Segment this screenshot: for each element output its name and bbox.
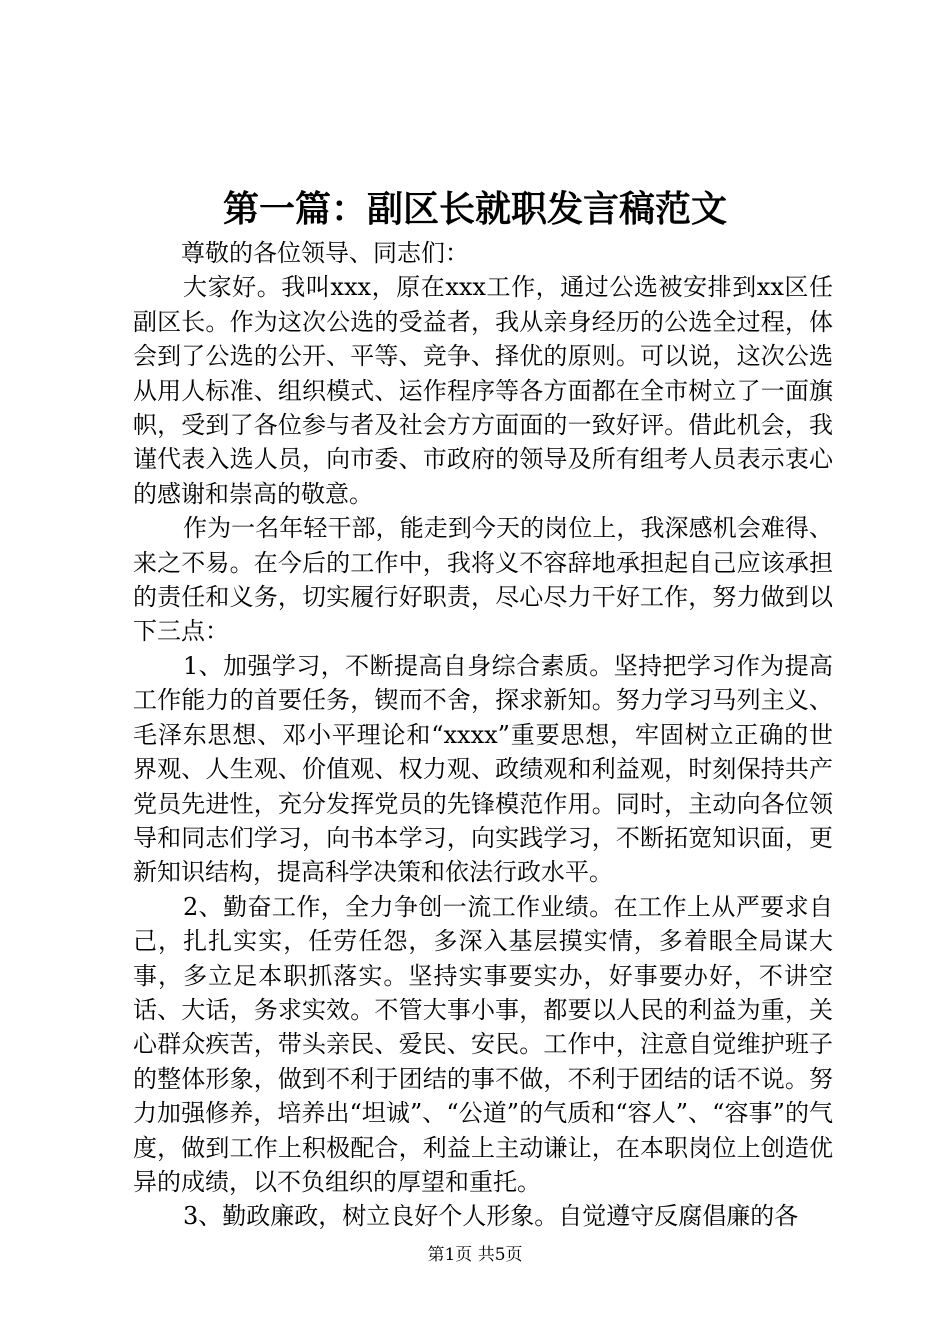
paragraph-intro: 大家好。我叫xxx，原在xxx工作，通过公选被安排到xx区任副区长。作为这次公选的受益者，我从亲身经历的公选全过程，体会到了公选的公开、平等、竞争、择优的原则。可以说，这次公选从用人标准、组织模式、运作程序等各方面都在全市树立了一面旗帜，受到了各位参与者及社会方方面面的一致好评。借此机会，我谨代表入选人员，向市委、市政府的领导及所有组考人员表示衷心的感谢和崇高的敬意。 (133, 273, 833, 508)
greeting-line: 尊敬的各位领导、同志们： (181, 239, 469, 267)
paragraph-point-1: 1、加强学习，不断提高自身综合素质。坚持把学习作为提高工作能力的首要任务，锲而不舍，探求新知。努力学习马列主义、毛泽东思想、邓小平理论和“xxxx”重要思想，牢固树立正确的世界观、人生观、价值观、权力观、政绩观和利益观，时刻保持共产党员先进性，充分发挥党员的先锋模范作用。同时，主动向各位领导和同志们学习，向书本学习，向实践学习，不断拓宽知识面，更新知识结构，提高科学决策和依法行政水平。 (133, 651, 833, 887)
paragraph-point-3: 3、勤政廉政，树立良好个人形象。自觉遵守反腐倡廉的各 (183, 1202, 799, 1231)
document-body (133, 236, 833, 1234)
page-footer (0, 1243, 950, 1267)
document-title: 第一篇：副区长就职发言稿范文 (222, 189, 727, 230)
paragraph-point-2: 2、勤奋工作，全力争创一流工作业绩。在工作上从严要求自己，扎扎实实，任劳任怨，多深入基层摸实情，多着眼全局谋大事，多立足本职抓落实。坚持实事要实办，好事要办好，不讲空话、大话，务求实效。不管大事小事，都要以人民的利益为重，关心群众疾苦，带头亲民、爱民、安民。工作中，注意自觉维护班子的整体形象，做到不利于团结的事不做，不利于团结的话不说。努力加强修养，培养出“坦诚”、“公道”的气质和“容人”、“容事”的气度，做到工作上积极配合，利益上主动谦让，在本职岗位上创造优异的成绩，以不负组织的厚望和重托。 (133, 892, 833, 1196)
page-number-label: 第1页 共5页 (427, 1245, 523, 1265)
paragraph-commitment: 作为一名年轻干部，能走到今天的岗位上，我深感机会难得、来之不易。在今后的工作中，我将义不容辞地承担起自己应该承担的责任和义务，切实履行好职责，尽心尽力干好工作，努力做到以下三点： (133, 514, 833, 646)
